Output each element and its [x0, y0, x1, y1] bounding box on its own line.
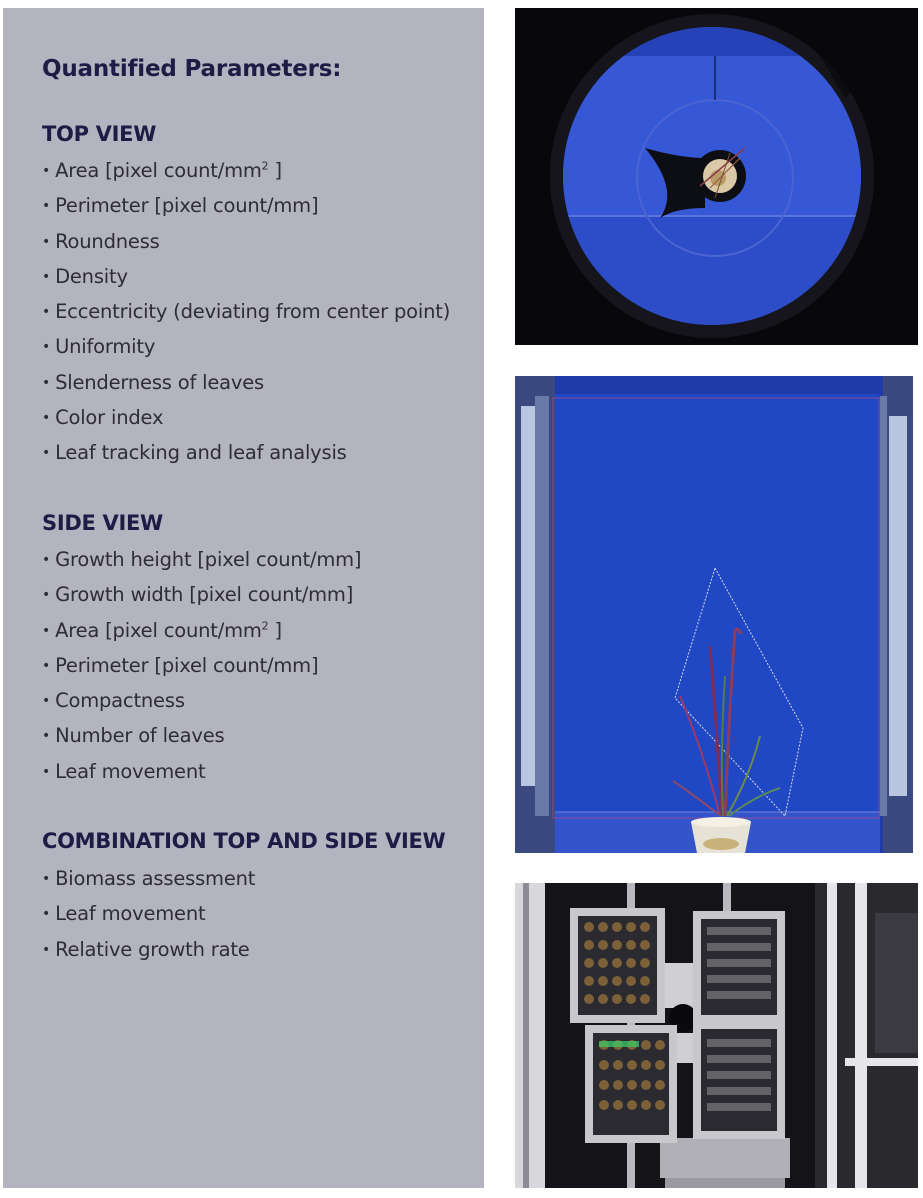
parameter-panel — [3, 8, 484, 1188]
section-title-top-view: TOP VIEW — [42, 122, 157, 146]
combination-view-list — [42, 864, 255, 970]
side-view-photo — [515, 376, 913, 853]
top-view-list — [42, 156, 450, 474]
list-item: • Leaf tracking and leaf analysis — [42, 438, 450, 473]
list-item: • Relative growth rate — [42, 935, 255, 970]
section-title-side-view: SIDE VIEW — [42, 511, 163, 535]
list-item: • Biomass assessment — [42, 864, 255, 899]
top-view-photo — [515, 8, 918, 345]
section-title-combination-view: COMBINATION TOP AND SIDE VIEW — [42, 829, 446, 853]
list-item: • Slenderness of leaves — [42, 368, 450, 403]
list-item: • Growth width [pixel count/mm] — [42, 580, 361, 615]
list-item: • Leaf movement — [42, 757, 361, 792]
list-item: • Perimeter [pixel count/mm] — [42, 191, 450, 226]
list-item: • Growth height [pixel count/mm] — [42, 545, 361, 580]
list-item: • Color index — [42, 403, 450, 438]
list-item: • Density — [42, 262, 450, 297]
list-item: • Area [pixel count/$mm^2$ ] — [42, 156, 450, 191]
side-view-list — [42, 545, 361, 792]
page-heading: Quantified Parameters: — [42, 56, 342, 82]
list-item: • Roundness — [42, 227, 450, 262]
list-item: • Uniformity — [42, 332, 450, 367]
list-item: • Number of leaves — [42, 721, 361, 756]
tray-rack-photo — [515, 883, 918, 1188]
list-item: • Compactness — [42, 686, 361, 721]
list-item: • Leaf movement — [42, 899, 255, 934]
list-item: • Perimeter [pixel count/mm] — [42, 651, 361, 686]
list-item: • Eccentricity (deviating from center point) — [42, 297, 450, 332]
list-item: • Area [pixel count/$mm^2$ ] — [42, 616, 361, 651]
